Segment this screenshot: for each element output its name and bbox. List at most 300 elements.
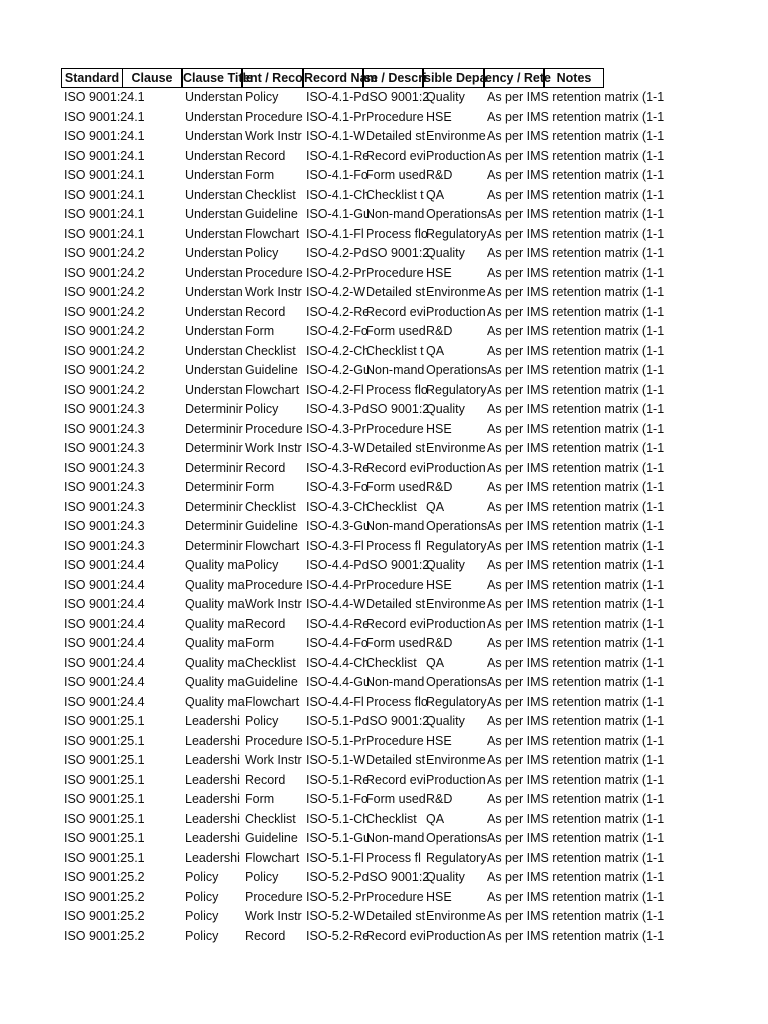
cell-record-name[interactable]: ISO-4.4-Pr xyxy=(306,577,366,592)
cell-clause[interactable] xyxy=(123,927,183,947)
cell-clause[interactable] xyxy=(123,205,183,225)
cell-record-type[interactable]: Procedure xyxy=(245,577,303,592)
cell-description[interactable]: ISO 9001:2 xyxy=(366,558,430,572)
cell-department[interactable]: Quality xyxy=(426,90,465,104)
cell-record-type[interactable]: Work Instr xyxy=(245,129,302,143)
cell-clause-title[interactable]: Leadershi xyxy=(185,811,240,826)
cell-record-name[interactable]: ISO-4.1-W xyxy=(306,129,366,143)
cell-clause[interactable] xyxy=(123,478,183,498)
cell-record-name[interactable]: ISO-4.1-Fo xyxy=(306,168,368,182)
cell-description[interactable]: Procedure xyxy=(366,733,424,748)
cell-clause[interactable] xyxy=(123,790,183,810)
cell-record-name[interactable]: ISO-4.4-Gu xyxy=(306,675,370,689)
cell-description[interactable]: Record evi xyxy=(366,616,426,631)
cell-department[interactable]: QA xyxy=(426,811,445,826)
cell-description[interactable]: Procedure xyxy=(366,109,424,124)
cell-record-name[interactable]: ISO-5.2-W xyxy=(306,909,366,923)
cell-department[interactable]: Production xyxy=(426,460,486,475)
cell-clause[interactable] xyxy=(123,244,183,264)
cell-clause[interactable] xyxy=(123,186,183,206)
cell-clause[interactable] xyxy=(123,283,183,303)
cell-standard[interactable]: ISO 9001:24.2 xyxy=(64,304,145,319)
cell-record-type[interactable]: Record xyxy=(245,772,286,787)
header-clause-title[interactable]: Clause Title xyxy=(182,68,242,88)
cell-record-type[interactable]: Flowchart xyxy=(245,850,300,865)
cell-record-name[interactable]: ISO-5.1-W xyxy=(306,753,366,767)
cell-clause-title[interactable]: Leadershi xyxy=(185,733,240,748)
cell-retention[interactable]: As per IMS retention matrix (1-1 xyxy=(487,811,665,826)
cell-retention[interactable]: As per IMS retention matrix (1-1 xyxy=(487,753,665,767)
cell-clause[interactable] xyxy=(123,595,183,615)
cell-description[interactable]: Form used xyxy=(366,480,426,494)
cell-retention[interactable]: As per IMS retention matrix (1-1 xyxy=(487,441,665,455)
cell-retention[interactable]: As per IMS retention matrix (1-1 xyxy=(487,655,665,670)
cell-record-type[interactable]: Policy xyxy=(245,90,279,104)
cell-standard[interactable]: ISO 9001:24.4 xyxy=(64,597,145,611)
cell-department[interactable]: Operations xyxy=(426,207,488,221)
cell-clause-title[interactable]: Determinir xyxy=(185,499,243,514)
cell-record-type[interactable]: Checklist xyxy=(245,811,296,826)
cell-standard[interactable]: ISO 9001:25.1 xyxy=(64,792,145,806)
cell-record-name[interactable]: ISO-4.3-Po xyxy=(306,402,369,416)
cell-description[interactable]: Process flo xyxy=(366,382,428,397)
cell-standard[interactable]: ISO 9001:24.4 xyxy=(64,655,145,670)
cell-record-type[interactable]: Procedure xyxy=(245,421,303,436)
cell-clause[interactable] xyxy=(123,829,183,849)
cell-retention[interactable]: As per IMS retention matrix (1-1 xyxy=(487,109,665,124)
cell-standard[interactable]: ISO 9001:25.2 xyxy=(64,909,145,923)
cell-clause-title[interactable]: Understan xyxy=(185,90,243,104)
cell-department[interactable]: Quality xyxy=(426,402,465,416)
cell-retention[interactable]: As per IMS retention matrix (1-1 xyxy=(487,577,665,592)
cell-clause-title[interactable]: Determinir xyxy=(185,421,243,436)
cell-description[interactable]: Checklist xyxy=(366,655,417,670)
cell-record-type[interactable]: Form xyxy=(245,636,275,650)
cell-record-type[interactable]: Flowchart xyxy=(245,226,300,241)
cell-standard[interactable]: ISO 9001:24.2 xyxy=(64,343,145,358)
cell-retention[interactable]: As per IMS retention matrix (1-1 xyxy=(487,772,665,787)
cell-department[interactable]: HSE xyxy=(426,733,452,748)
cell-description[interactable]: Non-mand xyxy=(366,519,425,533)
cell-clause-title[interactable]: Understan xyxy=(185,109,243,124)
cell-description[interactable]: Procedure xyxy=(366,265,424,280)
cell-record-type[interactable]: Guideline xyxy=(245,519,298,533)
cell-standard[interactable]: ISO 9001:24.4 xyxy=(64,675,145,689)
cell-description[interactable]: Record evi xyxy=(366,772,426,787)
cell-record-type[interactable]: Procedure xyxy=(245,109,303,124)
cell-clause[interactable] xyxy=(123,771,183,791)
cell-record-type[interactable]: Work Instr xyxy=(245,909,302,923)
cell-record-type[interactable]: Checklist xyxy=(245,655,296,670)
header-frequency-retention[interactable]: ency / Rete xyxy=(484,68,544,88)
cell-standard[interactable]: ISO 9001:24.1 xyxy=(64,187,145,202)
cell-description[interactable]: Procedure xyxy=(366,889,424,904)
cell-clause-title[interactable]: Policy xyxy=(185,928,219,943)
cell-clause[interactable] xyxy=(123,439,183,459)
cell-clause-title[interactable]: Quality ma xyxy=(185,597,245,611)
cell-standard[interactable]: ISO 9001:24.4 xyxy=(64,558,145,572)
cell-record-type[interactable]: Flowchart xyxy=(245,382,300,397)
cell-department[interactable]: HSE xyxy=(426,109,452,124)
cell-record-name[interactable]: ISO-5.2-Po xyxy=(306,870,369,884)
cell-clause-title[interactable]: Leadershi xyxy=(185,831,240,845)
header-purpose-description[interactable]: se / Descri xyxy=(363,68,423,88)
cell-record-name[interactable]: ISO-4.3-Gu xyxy=(306,519,370,533)
cell-clause-title[interactable]: Understan xyxy=(185,226,243,241)
cell-record-name[interactable]: ISO-4.2-Fl xyxy=(306,382,364,397)
cell-department[interactable]: Operations xyxy=(426,675,488,689)
cell-retention[interactable]: As per IMS retention matrix (1-1 xyxy=(487,558,665,572)
cell-record-name[interactable]: ISO-4.1-Pr xyxy=(306,109,366,124)
cell-standard[interactable]: ISO 9001:24.1 xyxy=(64,207,145,221)
cell-clause-title[interactable]: Understan xyxy=(185,148,243,163)
cell-standard[interactable]: ISO 9001:24.2 xyxy=(64,324,145,338)
cell-record-name[interactable]: ISO-5.1-Gu xyxy=(306,831,370,845)
cell-standard[interactable]: ISO 9001:24.3 xyxy=(64,421,145,436)
cell-clause[interactable] xyxy=(123,127,183,147)
cell-clause-title[interactable]: Quality ma xyxy=(185,636,245,650)
cell-record-name[interactable]: ISO-5.1-Fo xyxy=(306,792,368,806)
cell-retention[interactable]: As per IMS retention matrix (1-1 xyxy=(487,129,665,143)
cell-department[interactable]: HSE xyxy=(426,421,452,436)
cell-record-name[interactable]: ISO-4.3-W xyxy=(306,441,366,455)
cell-record-type[interactable]: Record xyxy=(245,460,286,475)
cell-record-type[interactable]: Record xyxy=(245,928,286,943)
cell-retention[interactable]: As per IMS retention matrix (1-1 xyxy=(487,694,665,709)
cell-clause-title[interactable]: Understan xyxy=(185,265,243,280)
cell-record-name[interactable]: ISO-5.1-Pr xyxy=(306,733,366,748)
cell-record-name[interactable]: ISO-5.2-Re xyxy=(306,928,370,943)
cell-record-type[interactable]: Guideline xyxy=(245,675,298,689)
cell-retention[interactable]: As per IMS retention matrix (1-1 xyxy=(487,850,665,865)
cell-department[interactable]: Quality xyxy=(426,558,465,572)
cell-record-name[interactable]: ISO-4.3-Re xyxy=(306,460,370,475)
cell-retention[interactable]: As per IMS retention matrix (1-1 xyxy=(487,519,665,533)
cell-description[interactable]: Procedure xyxy=(366,577,424,592)
cell-clause[interactable] xyxy=(123,498,183,518)
cell-clause[interactable] xyxy=(123,810,183,830)
cell-department[interactable]: Production xyxy=(426,772,486,787)
cell-clause[interactable] xyxy=(123,459,183,479)
cell-clause-title[interactable]: Understan xyxy=(185,246,243,260)
cell-clause-title[interactable]: Determinir xyxy=(185,538,243,553)
cell-department[interactable]: Environme xyxy=(426,753,486,767)
cell-description[interactable]: Process flo xyxy=(366,226,428,241)
cell-record-type[interactable]: Procedure xyxy=(245,733,303,748)
header-clause[interactable]: Clause xyxy=(122,68,182,88)
cell-record-name[interactable]: ISO-4.4-Re xyxy=(306,616,370,631)
cell-standard[interactable]: ISO 9001:24.2 xyxy=(64,285,145,299)
cell-department[interactable]: Production xyxy=(426,616,486,631)
cell-record-name[interactable]: ISO-5.1-Fl xyxy=(306,850,364,865)
cell-retention[interactable]: As per IMS retention matrix (1-1 xyxy=(487,480,665,494)
cell-clause-title[interactable]: Determinir xyxy=(185,460,243,475)
cell-retention[interactable]: As per IMS retention matrix (1-1 xyxy=(487,402,665,416)
cell-record-name[interactable]: ISO-4.3-Pr xyxy=(306,421,366,436)
cell-description[interactable]: Record evi xyxy=(366,928,426,943)
cell-standard[interactable]: ISO 9001:25.2 xyxy=(64,870,145,884)
cell-record-type[interactable]: Guideline xyxy=(245,831,298,845)
cell-retention[interactable]: As per IMS retention matrix (1-1 xyxy=(487,538,665,553)
cell-standard[interactable]: ISO 9001:25.1 xyxy=(64,714,145,728)
cell-record-type[interactable]: Checklist xyxy=(245,187,296,202)
cell-record-type[interactable]: Policy xyxy=(245,246,279,260)
cell-record-name[interactable]: ISO-5.2-Pr xyxy=(306,889,366,904)
cell-department[interactable]: Production xyxy=(426,148,486,163)
cell-record-type[interactable]: Form xyxy=(245,480,275,494)
cell-department[interactable]: Operations xyxy=(426,831,488,845)
cell-clause-title[interactable]: Determinir xyxy=(185,519,243,533)
cell-retention[interactable]: As per IMS retention matrix (1-1 xyxy=(487,675,665,689)
cell-record-name[interactable]: ISO-4.2-Fo xyxy=(306,324,368,338)
cell-clause[interactable] xyxy=(123,420,183,440)
cell-retention[interactable]: As per IMS retention matrix (1-1 xyxy=(487,421,665,436)
cell-clause-title[interactable]: Understan xyxy=(185,324,243,338)
cell-retention[interactable]: As per IMS retention matrix (1-1 xyxy=(487,889,665,904)
cell-standard[interactable]: ISO 9001:24.2 xyxy=(64,363,145,377)
cell-description[interactable]: ISO 9001:2 xyxy=(366,246,430,260)
cell-retention[interactable]: As per IMS retention matrix (1-1 xyxy=(487,265,665,280)
cell-description[interactable]: Checklist xyxy=(366,811,417,826)
cell-retention[interactable]: As per IMS retention matrix (1-1 xyxy=(487,928,665,943)
cell-clause[interactable] xyxy=(123,732,183,752)
cell-retention[interactable]: As per IMS retention matrix (1-1 xyxy=(487,714,665,728)
cell-retention[interactable]: As per IMS retention matrix (1-1 xyxy=(487,616,665,631)
cell-clause[interactable] xyxy=(123,225,183,245)
cell-record-name[interactable]: ISO-5.1-Ch xyxy=(306,811,370,826)
cell-description[interactable]: ISO 9001:2 xyxy=(366,90,430,104)
cell-standard[interactable]: ISO 9001:25.1 xyxy=(64,850,145,865)
cell-record-name[interactable]: ISO-4.1-Fl xyxy=(306,226,364,241)
cell-standard[interactable]: ISO 9001:25.2 xyxy=(64,889,145,904)
cell-standard[interactable]: ISO 9001:24.4 xyxy=(64,636,145,650)
header-responsible-department[interactable]: sible Depa xyxy=(423,68,484,88)
cell-clause[interactable] xyxy=(123,888,183,908)
cell-retention[interactable]: As per IMS retention matrix (1-1 xyxy=(487,733,665,748)
cell-retention[interactable]: As per IMS retention matrix (1-1 xyxy=(487,792,665,806)
cell-department[interactable]: Quality xyxy=(426,870,465,884)
cell-record-type[interactable]: Work Instr xyxy=(245,285,302,299)
cell-clause[interactable] xyxy=(123,868,183,888)
cell-retention[interactable]: As per IMS retention matrix (1-1 xyxy=(487,207,665,221)
cell-record-name[interactable]: ISO-4.2-Ch xyxy=(306,343,370,358)
cell-clause[interactable] xyxy=(123,673,183,693)
cell-description[interactable]: Non-mand xyxy=(366,207,425,221)
cell-clause[interactable] xyxy=(123,361,183,381)
cell-retention[interactable]: As per IMS retention matrix (1-1 xyxy=(487,597,665,611)
cell-clause-title[interactable]: Determinir xyxy=(185,480,243,494)
cell-description[interactable]: Record evi xyxy=(366,304,426,319)
cell-department[interactable]: R&D xyxy=(426,168,453,182)
cell-description[interactable]: Non-mand xyxy=(366,675,425,689)
cell-record-type[interactable]: Record xyxy=(245,148,286,163)
cell-standard[interactable]: ISO 9001:24.2 xyxy=(64,382,145,397)
cell-standard[interactable]: ISO 9001:24.1 xyxy=(64,129,145,143)
cell-department[interactable]: Environme xyxy=(426,129,486,143)
cell-clause-title[interactable]: Leadershi xyxy=(185,850,240,865)
cell-clause[interactable] xyxy=(123,147,183,167)
cell-clause-title[interactable]: Understan xyxy=(185,207,243,221)
cell-department[interactable]: Regulatory xyxy=(426,226,487,241)
cell-standard[interactable]: ISO 9001:24.2 xyxy=(64,246,145,260)
cell-standard[interactable]: ISO 9001:24.3 xyxy=(64,460,145,475)
cell-record-name[interactable]: ISO-4.1-Ch xyxy=(306,187,370,202)
cell-description[interactable]: Process flo xyxy=(366,694,428,709)
cell-record-name[interactable]: ISO-4.3-Ch xyxy=(306,499,370,514)
cell-retention[interactable]: As per IMS retention matrix (1-1 xyxy=(487,148,665,163)
cell-standard[interactable]: ISO 9001:24.1 xyxy=(64,226,145,241)
cell-retention[interactable]: As per IMS retention matrix (1-1 xyxy=(487,460,665,475)
cell-record-name[interactable]: ISO-4.2-Po xyxy=(306,246,369,260)
cell-description[interactable]: ISO 9001:2 xyxy=(366,714,430,728)
cell-department[interactable]: Environme xyxy=(426,285,486,299)
cell-clause[interactable] xyxy=(123,907,183,927)
cell-record-name[interactable]: ISO-4.3-Fl xyxy=(306,538,364,553)
cell-standard[interactable]: ISO 9001:24.3 xyxy=(64,441,145,455)
cell-clause-title[interactable]: Quality ma xyxy=(185,694,245,709)
cell-department[interactable]: Environme xyxy=(426,597,486,611)
cell-department[interactable]: QA xyxy=(426,499,445,514)
cell-standard[interactable]: ISO 9001:24.1 xyxy=(64,168,145,182)
cell-record-type[interactable]: Flowchart xyxy=(245,694,300,709)
cell-standard[interactable]: ISO 9001:24.3 xyxy=(64,538,145,553)
cell-retention[interactable]: As per IMS retention matrix (1-1 xyxy=(487,343,665,358)
cell-retention[interactable]: As per IMS retention matrix (1-1 xyxy=(487,226,665,241)
cell-description[interactable]: Detailed st xyxy=(366,597,426,611)
cell-record-type[interactable]: Work Instr xyxy=(245,597,302,611)
cell-record-type[interactable]: Checklist xyxy=(245,343,296,358)
cell-department[interactable]: Regulatory xyxy=(426,382,487,397)
cell-clause-title[interactable]: Quality ma xyxy=(185,655,245,670)
cell-description[interactable]: Process fl xyxy=(366,538,421,553)
cell-record-name[interactable]: ISO-4.3-Fo xyxy=(306,480,368,494)
cell-clause-title[interactable]: Understan xyxy=(185,382,243,397)
cell-record-type[interactable]: Procedure xyxy=(245,265,303,280)
cell-standard[interactable]: ISO 9001:25.2 xyxy=(64,928,145,943)
cell-clause[interactable] xyxy=(123,849,183,869)
cell-standard[interactable]: ISO 9001:25.1 xyxy=(64,733,145,748)
cell-clause[interactable] xyxy=(123,537,183,557)
cell-clause[interactable] xyxy=(123,166,183,186)
cell-record-name[interactable]: ISO-4.4-Fl xyxy=(306,694,364,709)
cell-description[interactable]: Checklist t xyxy=(366,343,424,358)
cell-standard[interactable]: ISO 9001:24.1 xyxy=(64,148,145,163)
cell-retention[interactable]: As per IMS retention matrix (1-1 xyxy=(487,382,665,397)
cell-retention[interactable]: As per IMS retention matrix (1-1 xyxy=(487,909,665,923)
cell-record-type[interactable]: Guideline xyxy=(245,207,298,221)
cell-clause-title[interactable]: Leadershi xyxy=(185,714,240,728)
cell-standard[interactable]: ISO 9001:25.1 xyxy=(64,772,145,787)
cell-record-type[interactable]: Flowchart xyxy=(245,538,300,553)
cell-clause[interactable] xyxy=(123,634,183,654)
cell-retention[interactable]: As per IMS retention matrix (1-1 xyxy=(487,363,665,377)
cell-description[interactable]: Form used xyxy=(366,636,426,650)
cell-department[interactable]: Production xyxy=(426,928,486,943)
cell-clause[interactable] xyxy=(123,108,183,128)
cell-retention[interactable]: As per IMS retention matrix (1-1 xyxy=(487,870,665,884)
cell-record-type[interactable]: Checklist xyxy=(245,499,296,514)
cell-record-name[interactable]: ISO-4.1-Re xyxy=(306,148,370,163)
cell-department[interactable]: Quality xyxy=(426,246,465,260)
cell-clause[interactable] xyxy=(123,556,183,576)
cell-description[interactable]: Detailed st xyxy=(366,753,426,767)
cell-record-name[interactable]: ISO-4.2-Re xyxy=(306,304,370,319)
cell-record-name[interactable]: ISO-4.4-W xyxy=(306,597,366,611)
cell-record-name[interactable]: ISO-4.4-Ch xyxy=(306,655,370,670)
cell-department[interactable]: Regulatory xyxy=(426,538,487,553)
cell-standard[interactable]: ISO 9001:24.3 xyxy=(64,499,145,514)
cell-department[interactable]: Production xyxy=(426,304,486,319)
cell-description[interactable]: Checklist xyxy=(366,499,417,514)
cell-description[interactable]: Detailed st xyxy=(366,129,426,143)
cell-description[interactable]: Process fl xyxy=(366,850,421,865)
cell-clause[interactable] xyxy=(123,381,183,401)
cell-clause[interactable] xyxy=(123,751,183,771)
cell-record-name[interactable]: ISO-5.1-Re xyxy=(306,772,370,787)
cell-description[interactable]: ISO 9001:2 xyxy=(366,870,430,884)
cell-clause-title[interactable]: Quality ma xyxy=(185,675,245,689)
cell-description[interactable]: Detailed st xyxy=(366,441,426,455)
cell-description[interactable]: Non-mand xyxy=(366,363,425,377)
cell-record-type[interactable]: Policy xyxy=(245,870,279,884)
cell-clause[interactable] xyxy=(123,576,183,596)
cell-clause[interactable] xyxy=(123,303,183,323)
cell-clause-title[interactable]: Quality ma xyxy=(185,558,245,572)
cell-department[interactable]: QA xyxy=(426,655,445,670)
cell-clause-title[interactable]: Understan xyxy=(185,285,243,299)
cell-description[interactable]: Form used xyxy=(366,324,426,338)
cell-department[interactable]: Operations xyxy=(426,519,488,533)
cell-record-name[interactable]: ISO-4.4-Fo xyxy=(306,636,368,650)
cell-clause-title[interactable]: Understan xyxy=(185,363,243,377)
cell-record-type[interactable]: Policy xyxy=(245,558,279,572)
cell-standard[interactable]: ISO 9001:24.4 xyxy=(64,694,145,709)
cell-description[interactable]: Detailed st xyxy=(366,909,426,923)
cell-clause[interactable] xyxy=(123,615,183,635)
cell-department[interactable]: Quality xyxy=(426,714,465,728)
cell-standard[interactable]: ISO 9001:24.3 xyxy=(64,480,145,494)
cell-clause-title[interactable]: Policy xyxy=(185,870,219,884)
cell-clause[interactable] xyxy=(123,322,183,342)
cell-department[interactable]: R&D xyxy=(426,324,453,338)
cell-standard[interactable]: ISO 9001:24.1 xyxy=(64,90,145,104)
cell-clause[interactable] xyxy=(123,264,183,284)
cell-department[interactable]: Operations xyxy=(426,363,488,377)
cell-retention[interactable]: As per IMS retention matrix (1-1 xyxy=(487,636,665,650)
cell-record-type[interactable]: Policy xyxy=(245,402,279,416)
cell-clause[interactable] xyxy=(123,712,183,732)
cell-clause-title[interactable]: Quality ma xyxy=(185,616,245,631)
cell-department[interactable]: R&D xyxy=(426,636,453,650)
cell-clause[interactable] xyxy=(123,400,183,420)
header-notes[interactable]: Notes xyxy=(544,68,604,88)
cell-record-type[interactable]: Work Instr xyxy=(245,441,302,455)
cell-retention[interactable]: As per IMS retention matrix (1-1 xyxy=(487,831,665,845)
cell-clause[interactable] xyxy=(123,693,183,713)
cell-department[interactable]: QA xyxy=(426,187,445,202)
cell-record-name[interactable]: ISO-4.2-W xyxy=(306,285,366,299)
cell-description[interactable]: Form used xyxy=(366,792,426,806)
cell-retention[interactable]: As per IMS retention matrix (1-1 xyxy=(487,304,665,319)
header-record-name[interactable]: Record Nam xyxy=(303,68,363,88)
cell-department[interactable]: HSE xyxy=(426,265,452,280)
cell-description[interactable]: Checklist t xyxy=(366,187,424,202)
cell-clause-title[interactable]: Understan xyxy=(185,304,243,319)
cell-clause[interactable] xyxy=(123,88,183,108)
cell-record-name[interactable]: ISO-4.2-Pr xyxy=(306,265,366,280)
cell-clause-title[interactable]: Determinir xyxy=(185,402,243,416)
cell-clause-title[interactable]: Leadershi xyxy=(185,772,240,787)
